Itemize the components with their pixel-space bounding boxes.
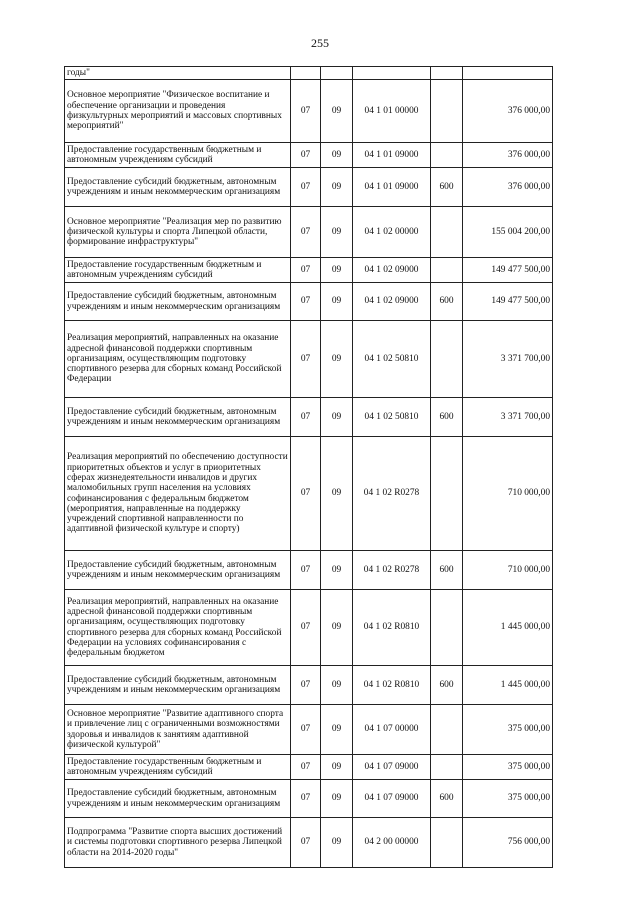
cell-section: 07 [291,755,321,780]
cell-expense-type [431,321,463,398]
cell-target-code: 04 1 02 R0810 [353,590,431,666]
cell-amount: 3 371 700,00 [463,398,553,437]
table-row [65,705,553,755]
cell-expense-type: 600 [431,168,463,207]
cell-section: 07 [291,398,321,437]
cell-target-code: 04 1 01 09000 [353,168,431,207]
cell-subsection: 09 [321,207,353,258]
cell-amount: 375 000,00 [463,780,553,818]
cell-name: Предоставление субсидий бюджетным, автономным учреждениям и иным некоммерческим организациям [65,551,291,590]
table-row [65,551,553,590]
table-row [65,666,553,705]
cell-amount: 375 000,00 [463,705,553,755]
cell-name: Реализация мероприятий, направленных на оказание адресной финансовой поддержки спортивным организациям, осуществляющим подготовку спортивного резерва для сборных команд Российской Федерации [65,321,291,398]
cell-target-code: 04 2 00 00000 [353,818,431,868]
cell-target-code: 04 1 07 09000 [353,780,431,818]
cell-name: Предоставление субсидий бюджетным, автономным учреждениям и иным некоммерческим организациям [65,780,291,818]
cell-target-code [353,67,431,80]
cell-expense-type [431,207,463,258]
cell-subsection: 09 [321,590,353,666]
cell-target-code: 04 1 02 00000 [353,207,431,258]
table-row [65,321,553,398]
cell-amount: 375 000,00 [463,755,553,780]
cell-name: Реализация мероприятий по обеспечению доступности приоритетных объектов и услуг в приоритетных сферах жизнедеятельности инвалидов и других маломобильных групп населения на условиях софинансирования с федеральным бюджетом (мероприятия, направленные на поддержку учреждений спортивной направленности по адаптивной физической культуре и спорту) [65,437,291,551]
cell-expense-type: 600 [431,283,463,321]
cell-name: Подпрограмма "Развитие спорта высших достижений и системы подготовки спортивного резерва Липецкой области на 2014-2020 годы" [65,818,291,868]
cell-amount: 149 477 500,00 [463,283,553,321]
cell-amount: 710 000,00 [463,551,553,590]
table-row [65,818,553,868]
cell-amount [463,67,553,80]
cell-section: 07 [291,705,321,755]
cell-target-code: 04 1 02 09000 [353,283,431,321]
cell-name: Предоставление субсидий бюджетным, автономным учреждениям и иным некоммерческим организациям [65,398,291,437]
cell-subsection: 09 [321,705,353,755]
cell-amount: 376 000,00 [463,80,553,143]
cell-section: 07 [291,666,321,705]
cell-target-code: 04 1 02 50810 [353,321,431,398]
cell-section: 07 [291,590,321,666]
cell-target-code: 04 1 01 00000 [353,80,431,143]
cell-subsection: 09 [321,666,353,705]
table-row [65,780,553,818]
cell-section: 07 [291,80,321,143]
cell-target-code: 04 1 07 00000 [353,705,431,755]
cell-expense-type: 600 [431,780,463,818]
cell-name: Предоставление субсидий бюджетным, автономным учреждениям и иным некоммерческим организациям [65,283,291,321]
table-row [65,283,553,321]
cell-subsection: 09 [321,818,353,868]
cell-name: Предоставление государственным бюджетным и автономным учреждениям субсидий [65,755,291,780]
table-row [65,207,553,258]
cell-expense-type [431,67,463,80]
cell-name: Предоставление государственным бюджетным и автономным учреждениям субсидий [65,143,291,168]
cell-expense-type [431,143,463,168]
cell-subsection: 09 [321,780,353,818]
cell-amount: 1 445 000,00 [463,666,553,705]
cell-name: Предоставление государственным бюджетным и автономным учреждениям субсидий [65,258,291,283]
cell-subsection: 09 [321,755,353,780]
table-row [65,398,553,437]
cell-name: Предоставление субсидий бюджетным, автономным учреждениям и иным некоммерческим организациям [65,168,291,207]
budget-table-body [65,67,553,868]
cell-name: Предоставление субсидий бюджетным, автономным учреждениям и иным некоммерческим организациям [65,666,291,705]
cell-subsection [321,67,353,80]
cell-section: 07 [291,143,321,168]
cell-expense-type: 600 [431,398,463,437]
cell-amount: 3 371 700,00 [463,321,553,398]
table-row [65,590,553,666]
table-row [65,258,553,283]
cell-section: 07 [291,437,321,551]
cell-section: 07 [291,780,321,818]
cell-amount: 155 004 200,00 [463,207,553,258]
table-row [65,437,553,551]
cell-section: 07 [291,321,321,398]
cell-expense-type [431,705,463,755]
cell-target-code: 04 1 02 50810 [353,398,431,437]
cell-subsection: 09 [321,321,353,398]
cell-name: Основное мероприятие "Развитие адаптивного спорта и привлечение лиц с ограниченными возможностями здоровья и инвалидов к занятиям адаптивной физической культурой" [65,705,291,755]
cell-section: 07 [291,283,321,321]
cell-amount: 376 000,00 [463,143,553,168]
cell-section: 07 [291,258,321,283]
cell-expense-type [431,818,463,868]
table-row [65,755,553,780]
cell-expense-type: 600 [431,666,463,705]
table-row [65,67,553,80]
cell-subsection: 09 [321,258,353,283]
cell-name: годы" [65,67,291,80]
cell-amount: 1 445 000,00 [463,590,553,666]
cell-target-code: 04 1 02 09000 [353,258,431,283]
cell-subsection: 09 [321,283,353,321]
cell-expense-type [431,258,463,283]
cell-subsection: 09 [321,551,353,590]
cell-target-code: 04 1 02 R0278 [353,437,431,551]
cell-subsection: 09 [321,143,353,168]
cell-amount: 376 000,00 [463,168,553,207]
cell-section [291,67,321,80]
cell-expense-type [431,80,463,143]
cell-expense-type [431,590,463,666]
cell-subsection: 09 [321,80,353,143]
cell-target-code: 04 1 01 09000 [353,143,431,168]
cell-target-code: 04 1 02 R0278 [353,551,431,590]
cell-expense-type: 600 [431,551,463,590]
budget-table [64,66,553,868]
cell-section: 07 [291,168,321,207]
cell-target-code: 04 1 02 R0810 [353,666,431,705]
cell-amount: 710 000,00 [463,437,553,551]
cell-subsection: 09 [321,168,353,207]
cell-target-code: 04 1 07 09000 [353,755,431,780]
cell-name: Основное мероприятие "Реализация мер по развитию физической культуры и спорта Липецкой области, формирование инфраструктуры" [65,207,291,258]
cell-subsection: 09 [321,437,353,551]
cell-expense-type [431,437,463,551]
cell-section: 07 [291,818,321,868]
table-row [65,80,553,143]
cell-subsection: 09 [321,398,353,437]
table-row [65,168,553,207]
cell-section: 07 [291,207,321,258]
cell-amount: 756 000,00 [463,818,553,868]
table-row [65,143,553,168]
cell-amount: 149 477 500,00 [463,258,553,283]
cell-name: Основное мероприятие "Физическое воспитание и обеспечение организации и проведения физкультурных мероприятий и массовых спортивных мероприятий" [65,80,291,143]
cell-name: Реализация мероприятий, направленных на оказание адресной финансовой поддержки спортивным организациям, осуществляющих подготовку спортивного резерва для сборных команд Российской Федерации на условиях софинансирования с федеральным бюджетом [65,590,291,666]
page-number: 255 [311,36,329,50]
cell-expense-type [431,755,463,780]
cell-section: 07 [291,551,321,590]
